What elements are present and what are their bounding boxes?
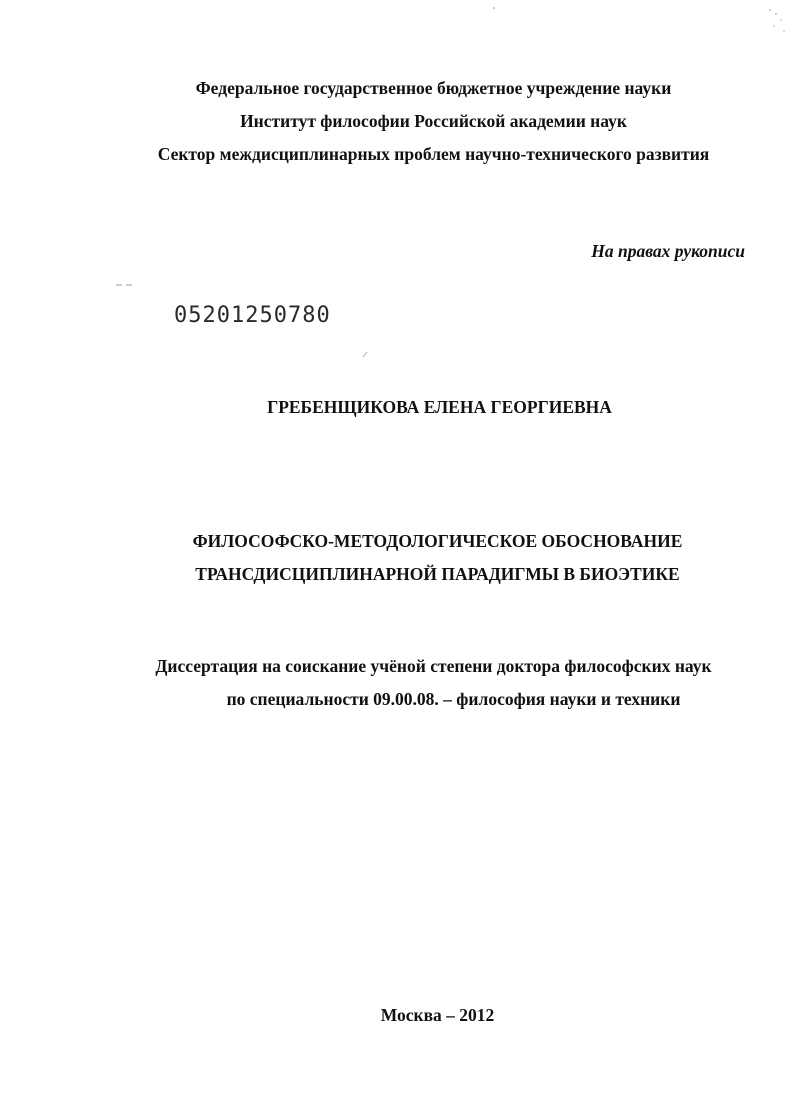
degree-line-1: Диссертация на соискание учёной степени доктора философских наук — [155, 656, 712, 676]
author-name: ГРЕБЕНЩИКОВА ЕЛЕНА ГЕОРГИЕВНА — [267, 397, 612, 417]
archive-number-stamp: 05201250780 — [174, 303, 331, 328]
institution-line-1: Федеральное государственное бюджетное учреждение науки — [195, 78, 672, 98]
scan-mark — [775, 13, 777, 15]
dissertation-title-line-2: ТРАНСДИСЦИПЛИНАРНОЙ ПАРАДИГМЫ В БИОЭТИКЕ — [195, 564, 680, 584]
institution-line-3: Сектор междисциплинарных проблем научно-технического развития — [157, 144, 710, 164]
manuscript-rights-note: На правах рукописи — [591, 241, 745, 261]
scan-mark — [773, 25, 774, 26]
scan-mark — [363, 352, 367, 357]
place-and-year: Москва – 2012 — [380, 1005, 495, 1025]
scan-mark — [780, 19, 782, 21]
scan-mark — [493, 7, 495, 9]
dissertation-title-line-1: ФИЛОСОФСКО-МЕТОДОЛОГИЧЕСКОЕ ОБОСНОВАНИЕ — [192, 531, 683, 551]
scan-mark — [783, 30, 784, 31]
scan-mark — [769, 9, 771, 11]
institution-line-2: Институт философии Российской академии наук — [240, 111, 627, 131]
degree-line-2: по специальности 09.00.08. – философия науки и техники — [226, 689, 681, 709]
